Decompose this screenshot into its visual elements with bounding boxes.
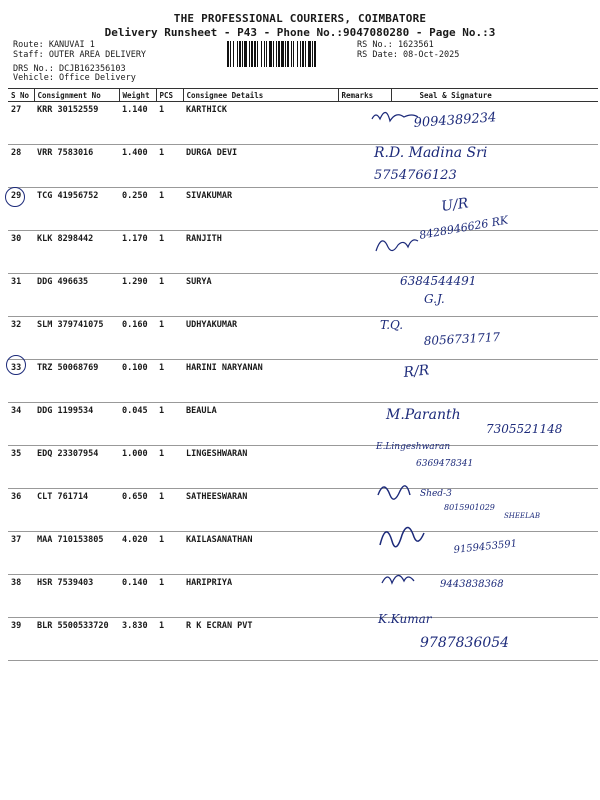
row-sno: 28 [8,145,34,188]
col-pcs-header: PCS [156,89,183,102]
row-consignee: DURGA DEVI [183,145,338,188]
row-pcs: 1 [156,489,183,532]
row-consignment: BLR 5500533720 [34,618,119,661]
row-weight: 0.100 [119,360,156,403]
col-remarks-header: Remarks [338,89,391,102]
row-pcs: 1 [156,575,183,618]
row-consignee: HARINI NARYANAN [183,360,338,403]
row-sno: 31 [8,274,34,317]
handwritten-note: Shed-3 [420,489,452,499]
row-pcs: 1 [156,317,183,360]
row-consignee: BEAULA [183,403,338,446]
handwritten-note: 6369478341 [416,459,474,469]
handwritten-note: SHEELAB [504,512,540,520]
handwritten-note: 8015901029 [444,503,495,512]
row-consignee: UDHYAKUMAR [183,317,338,360]
row-consignment: TCG 41956752 [34,188,119,231]
handwritten-note: 8428946626 RK [418,213,510,242]
drs-label: DRS No.: DCJB162356103 [13,63,126,74]
handwritten-note: 9787836054 [420,635,510,651]
signature-scribble [382,575,414,583]
row-sno: 35 [8,446,34,489]
row-pcs: 1 [156,274,183,317]
row-consignment: EDQ 23307954 [34,446,119,489]
row-consignment: MAA 710153805 [34,532,119,575]
row-consignment: KLK 8298442 [34,231,119,274]
handwritten-note: U/R [440,195,470,215]
row-pcs: 1 [156,360,183,403]
sno-29-circle [5,187,25,207]
row-pcs: 1 [156,618,183,661]
row-consignee: HARIPRIYA [183,575,338,618]
row-sno: 39 [8,618,34,661]
table-bottom-rule [8,660,598,661]
row-weight: 1.170 [119,231,156,274]
row-weight: 0.650 [119,489,156,532]
handwritten-note: 5754766123 [374,168,457,183]
row-sno: 27 [8,102,34,145]
signature-scribble [378,486,410,499]
handwritten-note: M.Paranth [386,407,461,423]
row-consignee: SATHEESWARAN [183,489,338,532]
handwritten-note: K.Kumar [378,612,432,626]
col-sno-header: S No [8,89,34,102]
row-consignment: DDG 496635 [34,274,119,317]
row-pcs: 1 [156,446,183,489]
row-consignee: KAILASANATHAN [183,532,338,575]
row-weight: 0.140 [119,575,156,618]
row-sno: 29 [8,188,34,231]
handwritten-note: 9159453591 [453,538,518,556]
row-weight: 1.140 [119,102,156,145]
route-label: Route: KANUVAI 1 [13,40,95,50]
handwritten-signatures [368,99,600,659]
row-sno: 36 [8,489,34,532]
row-pcs: 1 [156,145,183,188]
handwritten-note: R.D. Madina Sri [374,145,488,161]
rs-date: RS Date: 08-Oct-2025 [357,49,460,60]
row-sno: 38 [8,575,34,618]
row-weight: 0.160 [119,317,156,360]
row-consignment: VRR 7583016 [34,145,119,188]
rs-number: RS No.: 1623561 [357,40,434,50]
row-consignee: LINGESHWARAN [183,446,338,489]
row-consignment: DDG 1199534 [34,403,119,446]
row-pcs: 1 [156,188,183,231]
handwritten-note: T.Q. [380,318,404,332]
col-weight-header: Weight [119,89,156,102]
col-signature-header: Seal & Signature [391,89,598,102]
row-pcs: 1 [156,231,183,274]
row-weight: 1.290 [119,274,156,317]
page-subtitle: Delivery Runsheet - P43 - Phone No.:9047080280 - Page No.:3 [104,26,496,39]
handwritten-note: 9443838368 [440,579,504,590]
row-sno: 37 [8,532,34,575]
row-sno: 34 [8,403,34,446]
row-consignee: SIVAKUMAR [183,188,338,231]
handwritten-note: E.Lingeshwaran [376,442,451,452]
row-weight: 1.000 [119,446,156,489]
row-consignee: R K ECRAN PVT [183,618,338,661]
col-consignment-header: Consignment No [34,89,119,102]
signature-scribble [372,112,418,121]
handwritten-note: 8056731717 [423,330,501,348]
runsheet-info-left [13,41,146,84]
row-consignment: HSR 7539403 [34,575,119,618]
row-sno: 33 [8,360,34,403]
signature-scribble [380,527,424,546]
barcode [227,41,354,67]
row-pcs: 1 [156,532,183,575]
row-consignment: CLT 761714 [34,489,119,532]
runsheet-info-right [357,41,459,61]
row-consignee: KARTHICK [183,102,338,145]
row-weight: 4.020 [119,532,156,575]
row-sno: 32 [8,317,34,360]
row-weight: 0.250 [119,188,156,231]
handwritten-note: 6384544491 [400,274,477,288]
row-pcs: 1 [156,403,183,446]
row-weight: 3.830 [119,618,156,661]
col-consignee-header: Consignee Details [183,89,338,102]
page-title: THE PROFESSIONAL COURIERS, COIMBATORE [173,12,427,25]
row-pcs: 1 [156,102,183,145]
sno-33-circle [6,355,26,375]
row-consignment: SLM 379741075 [34,317,119,360]
row-consignee: SURYA [183,274,338,317]
handwritten-note: 9094389234 [413,110,497,131]
handwritten-note: G.J. [424,292,445,306]
handwritten-note: 7305521148 [486,422,563,436]
row-consignee: RANJITH [183,231,338,274]
row-sno: 30 [8,231,34,274]
handwritten-note: R/R [402,362,431,381]
row-consignment: TRZ 50068769 [34,360,119,403]
signature-scribble [376,240,418,251]
staff-label: Staff: OUTER AREA DELIVERY [13,49,147,60]
row-weight: 0.045 [119,403,156,446]
row-weight: 1.400 [119,145,156,188]
row-consignment: KRR 30152559 [34,102,119,145]
vehicle-label: Vehicle: Office Delivery [13,73,136,84]
